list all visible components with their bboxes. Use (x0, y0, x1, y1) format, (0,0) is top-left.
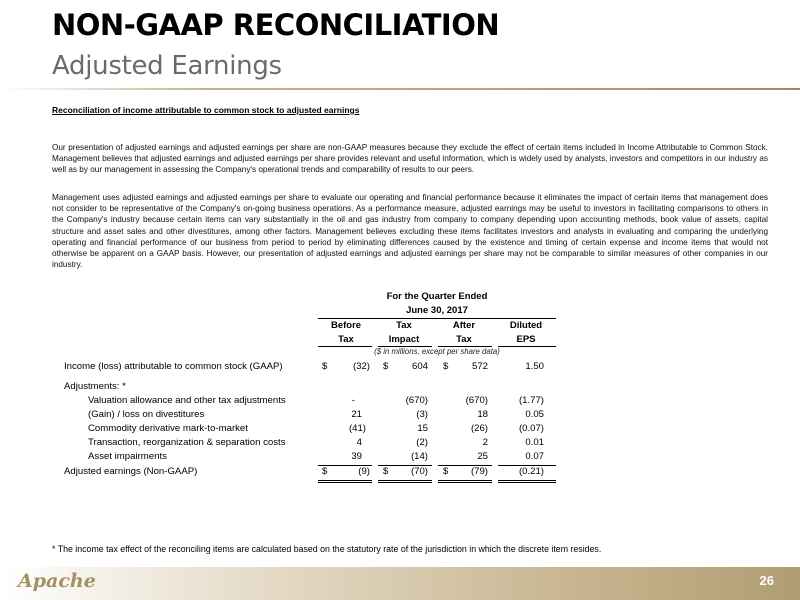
col-before-tax-line1: Before (330, 320, 362, 331)
cell-tax-impact: (14) (410, 451, 428, 462)
cell-before-tax: 21 (351, 409, 362, 420)
period-heading-line2: June 30, 2017 (406, 305, 468, 316)
adjustments-label: Adjustments: * (64, 381, 126, 392)
cell-tax-impact: 15 (417, 423, 428, 434)
cell-diluted-eps: (1.77) (518, 395, 544, 406)
cell-after-tax: 18 (477, 409, 488, 420)
cell-after-tax: (79) (470, 466, 488, 477)
cell-after-tax: 2 (482, 437, 488, 448)
currency-symbol: $ (322, 466, 328, 477)
cell-diluted-eps: 0.07 (525, 451, 544, 462)
row-label: Transaction, reorganization & separation costs (88, 437, 286, 448)
currency-symbol: $ (443, 361, 449, 372)
col-before-tax-line2: Tax (338, 334, 354, 345)
table-row (0, 423, 800, 437)
row-label: Commodity derivative mark-to-market (88, 423, 248, 434)
cell-before-tax: - (351, 395, 355, 406)
cell-tax-impact: (670) (405, 395, 428, 406)
double-rule-3b (438, 482, 492, 483)
currency-symbol: $ (383, 361, 389, 372)
unit-note: ($ in millions, except per share data) (374, 347, 500, 356)
double-rule-4a (498, 480, 556, 481)
apache-logo: Apache (18, 570, 96, 592)
double-rule-2b (378, 482, 432, 483)
cell-before-tax: (41) (348, 423, 366, 434)
cell-after-tax: 572 (471, 361, 488, 372)
page-subtitle: Adjusted Earnings (52, 51, 282, 81)
cell-diluted-eps: 0.01 (525, 437, 544, 448)
period-heading-line1: For the Quarter Ended (386, 291, 488, 302)
table-row (0, 451, 800, 465)
double-rule-4b (498, 482, 556, 483)
page-title: NON-GAAP RECONCILIATION (52, 8, 500, 42)
cell-before-tax: 39 (351, 451, 362, 462)
row-label: Asset impairments (88, 451, 167, 462)
row-label: (Gain) / loss on divestitures (88, 409, 205, 420)
cell-before-tax: (9) (358, 466, 370, 477)
cell-tax-impact: (3) (416, 409, 428, 420)
footnote: * The income tax effect of the reconciling items are calculated based on the statutory rate of the jurisdiction in which the discrete item resides. (52, 544, 602, 554)
col-tax-impact-line1: Tax (396, 320, 412, 331)
table-row (0, 409, 800, 423)
currency-symbol: $ (322, 361, 328, 372)
double-rule-1a (318, 480, 372, 481)
cell-diluted-eps: (0.21) (518, 466, 544, 477)
row-label: Valuation allowance and other tax adjustments (88, 395, 286, 406)
col-after-tax-line2: Tax (456, 334, 472, 345)
cell-before-tax: 4 (356, 437, 362, 448)
header-divider (0, 88, 800, 90)
footer-bar (0, 567, 800, 600)
col-tax-impact-line2: Impact (388, 334, 420, 345)
table-row-gaap (0, 361, 800, 375)
cell-diluted-eps: 1.50 (525, 361, 544, 372)
double-rule-3a (438, 480, 492, 481)
period-underline (318, 318, 556, 319)
cell-after-tax: 25 (477, 451, 488, 462)
section-heading: Reconciliation of income attributable to common stock to adjusted earnings (52, 105, 360, 115)
double-rule-1b (318, 482, 372, 483)
cell-before-tax: (32) (352, 361, 370, 372)
row-label: Adjusted earnings (Non-GAAP) (64, 466, 198, 477)
cell-after-tax: (670) (465, 395, 488, 406)
page-number: 26 (759, 573, 774, 588)
table-row (0, 395, 800, 409)
paragraph-1: Our presentation of adjusted earnings and adjusted earnings per share are non-GAAP measures because they exclude the effect of certain items included in Income Attributable to Common Stock. Management believes that adjusted earnings and adjusted earnings per share provides relevant and useful information, which is widely used by analysts, investors and competitors in our industry as well as by our management in assessing the Company's operational trends and comparability of results to our peers. (52, 143, 768, 175)
currency-symbol: $ (383, 466, 389, 477)
paragraph-2: Management uses adjusted earnings and adjusted earnings per share to evaluate our operating and financial performance because it eliminates the impact of certain items that management does not consider to be representative of the Company's on-going business operations. As a performance measure, adjusted earnings may be useful to investors in facilitating comparisons to others in the Company's industry because certain items can vary substantially in the oil and gas industry from company to company depending upon accounting methods, book value of assets, capital structure and asset sales and other divestitures, among other factors. Management believes excluding these items facilitates investors and analysts in evaluating and comparing the underlying operating and financial performance of our business from period to period by eliminating differences caused by the existence and timing of certain expense and income items that would not otherwise be apparent on a GAAP basis. However, our presentation of adjusted earnings and adjusted earnings per share may not be comparable to similar measures of other companies in our industry. (52, 193, 768, 270)
cell-tax-impact: (2) (416, 437, 428, 448)
table-row-adjusted (0, 466, 800, 480)
currency-symbol: $ (443, 466, 449, 477)
cell-diluted-eps: 0.05 (525, 409, 544, 420)
table-row-adjustments-header (0, 381, 800, 395)
col-after-tax-line1: After (452, 320, 476, 331)
row-label: Income (loss) attributable to common stock (GAAP) (64, 361, 283, 372)
cell-diluted-eps: (0.07) (518, 423, 544, 434)
col-diluted-eps-line2: EPS (516, 334, 536, 345)
cell-tax-impact: (70) (410, 466, 428, 477)
cell-tax-impact: 604 (411, 361, 428, 372)
cell-after-tax: (26) (470, 423, 488, 434)
col-diluted-eps-line1: Diluted (509, 320, 543, 331)
table-row (0, 437, 800, 451)
double-rule-2a (378, 480, 432, 481)
